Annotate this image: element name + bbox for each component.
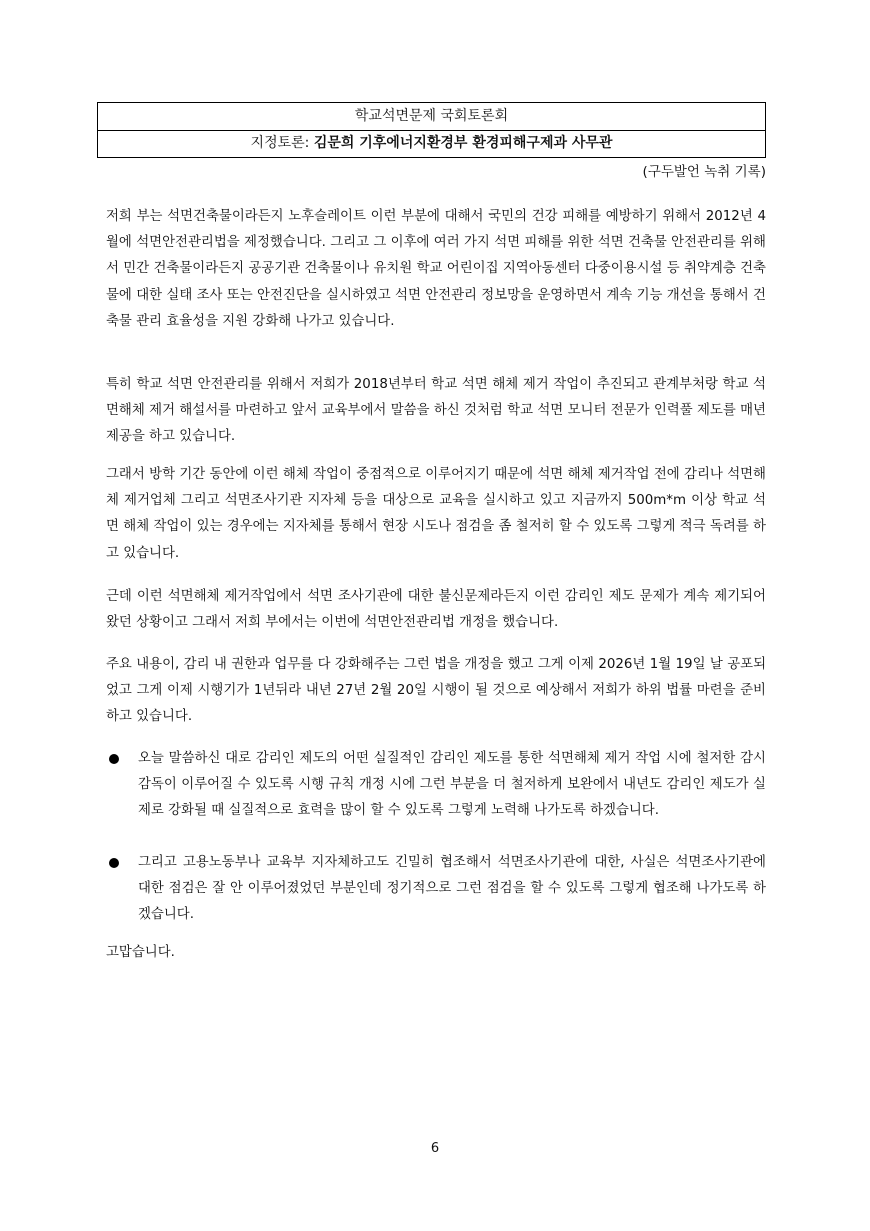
closing-text: 고맙습니다. [106, 945, 175, 960]
bullet-dot-icon [109, 858, 119, 868]
page-number: 6 [430, 1141, 440, 1156]
paragraph-5: 주요 내용이, 감리 내 권한과 업무를 다 강화해주는 그런 법을 개정을 했고 그게 이제 2026년 1월 19일 날 공포되었고 그게 이제 시행기가 1년뒤라 내년 27년 2월 20일 시행이 될 것으로 예상해서 저희가 하위 법률 마련을 준비하고 있습니다. [106, 657, 766, 725]
title-box [97, 102, 766, 158]
speaker-name: 김문희 기후에너지환경부 환경피해구제과 사무관 [313, 135, 613, 151]
paragraph-2: 특히 학교 석면 안전관리를 위해서 저희가 2018년부터 학교 석면 해체 제거 작업이 추진되고 관계부처랑 학교 석면해체 제거 해설서를 마련하고 앞서 교육부에서 말씀을 하신 것처럼 학교 석면 모니터 전문가 인력풀 제도를 매년 제공을 하고 있습니다. [106, 377, 766, 445]
designation-label: 지정토론: [250, 135, 314, 151]
paragraph-4: 근데 이런 석면해체 제거작업에서 석면 조사기관에 대한 불신문제라든지 이런 감리인 제도 문제가 계속 제기되어 왔던 상황이고 그래서 저희 부에서는 이번에 석면안전관리법 개정을 했습니다. [106, 589, 766, 631]
paragraph-3: 그래서 방학 기간 동안에 이런 해체 작업이 중점적으로 이루어지기 때문에 석면 해체 제거작업 전에 감리나 석면해체 제거업체 그리고 석면조사기관 지자체 등을 대상으로 교육을 실시하고 있고 지금까지 500m*m 이상 학교 석면 해체 작업이 있는 경우에는 지자체를 통해서 현장 시도나 점검을 좀 철저히 할 수 있도록 그렇게 적극 독려를 하고 있습니다. [106, 467, 766, 561]
bullet-dot-icon [109, 754, 119, 764]
document-title: 학교석면문제 국회토론회 [98, 103, 765, 131]
speaker-line [98, 130, 765, 157]
bullet-text-1: 오늘 말씀하신 대로 감리인 제도의 어떤 실질적인 감리인 제도를 통한 석면해체 제거 작업 시에 철저한 감시감독이 이루어질 수 있도록 시행 규칙 개정 시에 그런 부분을 더 철저하게 보완에서 내년도 감리인 제도가 실제로 강화될 때 실질적으로 효력을 많이 할 수 있도록 그렇게 노력해 나가도록 하겠습니다. [138, 751, 766, 819]
bullet-text-2: 그리고 고용노동부나 교육부 지자체하고도 긴밀히 협조해서 석면조사기관에 대한, 사실은 석면조사기관에 대한 점검은 잘 안 이루어졌었던 부분인데 정기적으로 그런 점검을 할 수 있도록 그렇게 협조해 나가도록 하겠습니다. [138, 855, 766, 923]
transcript-note: (구두발언 녹취 기록) [642, 164, 766, 180]
paragraph-1: 저희 부는 석면건축물이라든지 노후슬레이트 이런 부분에 대해서 국민의 건강 피해를 예방하기 위해서 2012년 4월에 석면안전관리법을 제정했습니다. 그리고 그 이후에 여러 가지 석면 피해를 위한 석면 건축물 안전관리를 위해서 민간 건축물이라든지 공공기관 건축물이나 유치원 학교 어린이집 지역아동센터 다중이용시설 등 취약계층 건축물에 대한 실태 조사 또는 안전진단을 실시하였고 석면 안전관리 정보망을 운영하면서 계속 기능 개선을 통해서 건축물 관리 효율성을 지원 강화해 나가고 있습니다. [106, 209, 766, 329]
